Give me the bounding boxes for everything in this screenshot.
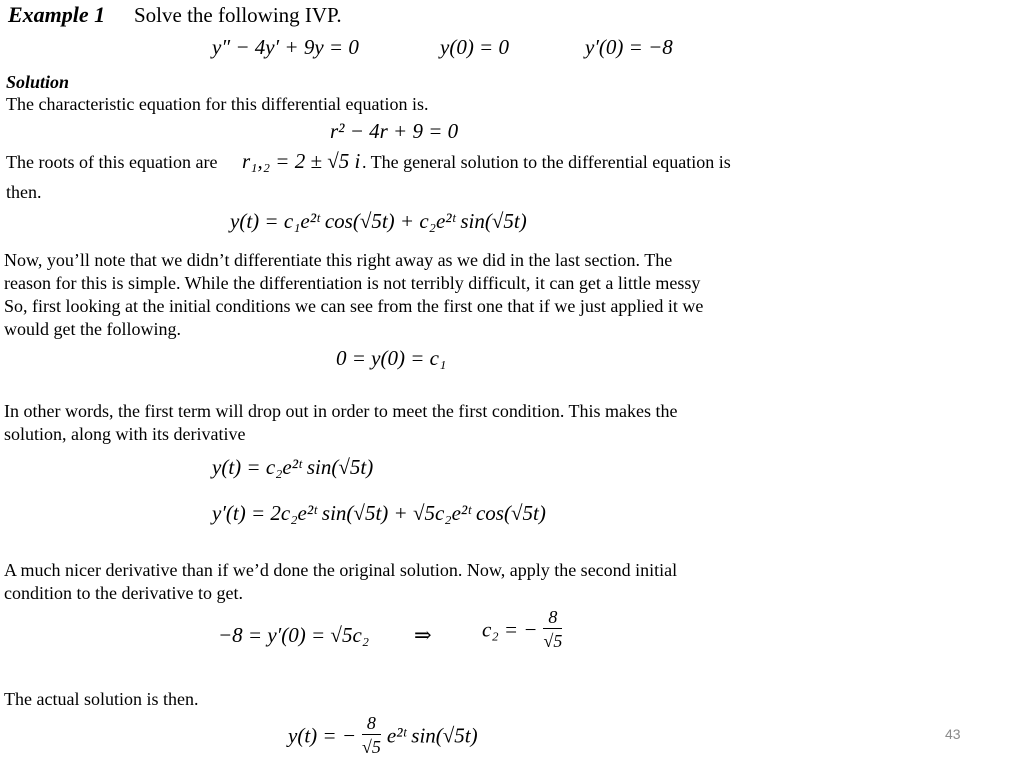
para3-line1: A much nicer derivative than if we’d done the original solution. Now, apply the second initial <box>4 560 678 580</box>
final-fraction-denominator: √5 <box>361 737 381 757</box>
para2-line2: solution, along with its derivative <box>4 424 246 444</box>
c2-equation-right-prefix: c₂ = − <box>482 617 538 642</box>
c2-fraction-denominator: √5 <box>543 631 563 651</box>
final-solution-prefix: y(t) = − <box>288 723 356 748</box>
solution-heading: Solution <box>6 72 70 92</box>
para1-line1: Now, you’ll note that we didn’t differentiate this right away as we did in the last section. The <box>4 250 673 270</box>
ode-equation: y″ − 4y′ + 9y = 0 <box>212 35 359 59</box>
problem-title: Solve the following IVP. <box>134 3 342 27</box>
roots-text-prefix: The roots of this equation are <box>6 152 218 172</box>
para1-line3: So, first looking at the initial conditions we can see from the first one that if we just applied it we <box>4 296 704 316</box>
final-intro: The actual solution is then. <box>4 689 199 709</box>
para2-line1: In other words, the first term will drop out in order to meet the first condition. This makes the <box>4 401 678 421</box>
y-equation: y(t) = c₂e²ᵗ sin(√5t) <box>212 455 374 479</box>
c2-fraction-numerator: 8 <box>543 606 562 629</box>
initial-condition-1: y(0) = 0 <box>440 35 509 59</box>
para1-line4: would get the following. <box>4 319 181 339</box>
c1-equation: 0 = y(0) = c₁ <box>336 346 447 370</box>
example-label: Example 1 <box>8 2 106 27</box>
implies-symbol: ⇒ <box>414 623 432 647</box>
roots-text-suffix: . The general solution to the differential equation is <box>362 152 731 172</box>
c2-equation-right <box>482 606 564 653</box>
para1-line2: reason for this is simple. While the differentiation is not terribly difficult, it can get a little messy <box>4 273 701 293</box>
c2-equation-left: −8 = y′(0) = √5c₂ <box>218 623 370 647</box>
then-text: then. <box>6 182 42 202</box>
final-fraction <box>362 712 381 759</box>
para3-line2: condition to the derivative to get. <box>4 583 243 603</box>
page-number: 43 <box>945 726 961 742</box>
initial-condition-2: y′(0) = −8 <box>585 35 673 59</box>
final-fraction-numerator: 8 <box>362 712 381 735</box>
c2-fraction <box>543 606 562 653</box>
final-solution-suffix: e²ᵗ sin(√5t) <box>386 723 478 748</box>
solution-intro: The characteristic equation for this differential equation is. <box>6 94 429 114</box>
general-solution: y(t) = c₁e²ᵗ cos(√5t) + c₂e²ᵗ sin(√5t) <box>230 209 527 233</box>
final-solution <box>288 712 478 759</box>
characteristic-equation: r² − 4r + 9 = 0 <box>330 119 459 143</box>
yprime-equation: y′(t) = 2c₂e²ᵗ sin(√5t) + √5c₂e²ᵗ cos(√5t) <box>212 501 546 525</box>
roots-equation: r₁,₂ = 2 ± √5 i <box>242 149 361 173</box>
